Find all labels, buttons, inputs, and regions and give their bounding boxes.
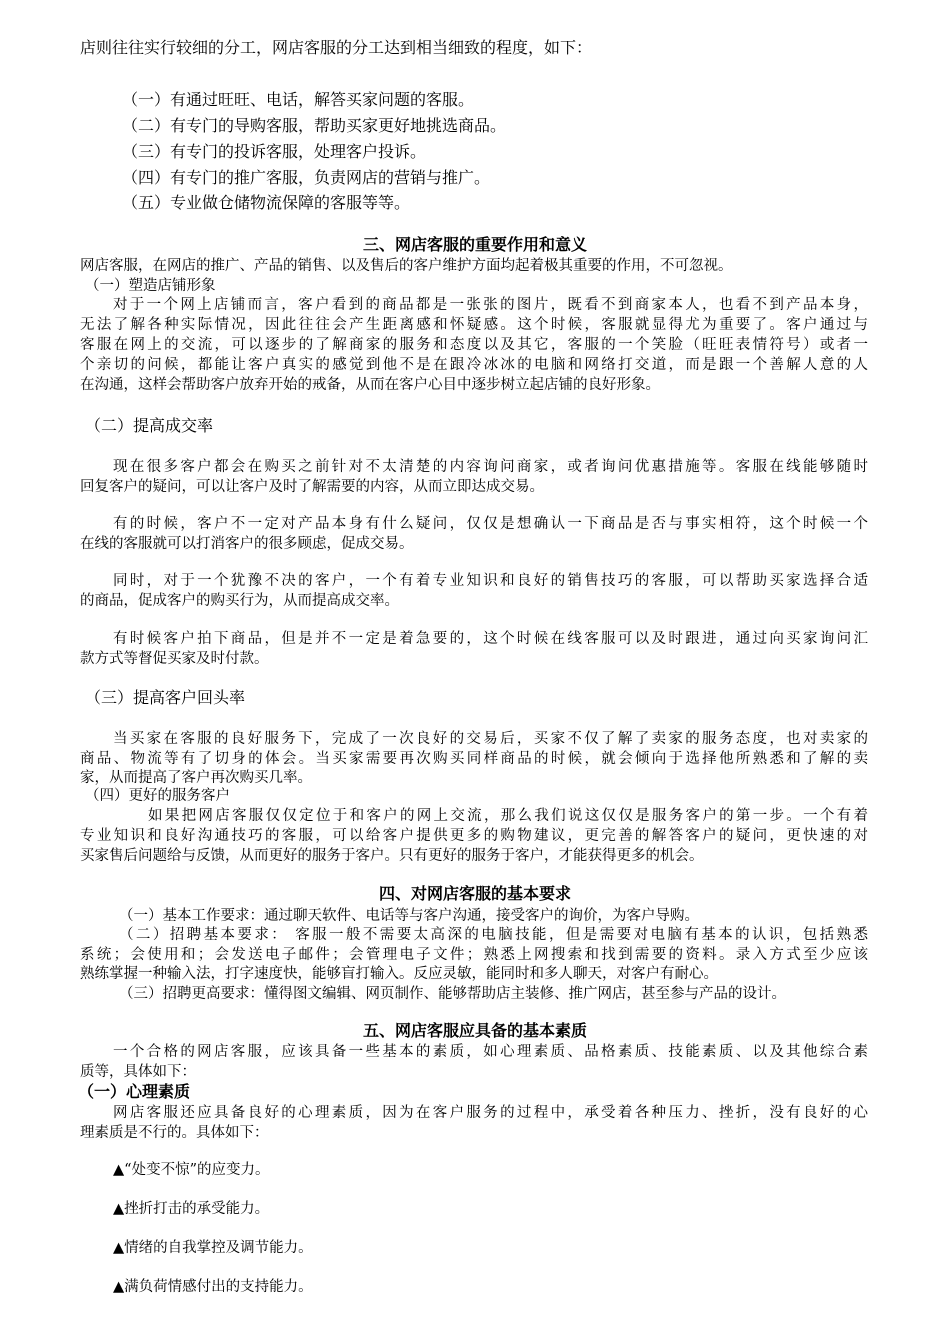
bullet-item: ▲挫折打击的承受能力。	[113, 1201, 270, 1217]
paragraph-line: 有时候客户拍下商品，但是并不一定是着急要的，这个时候在线客服可以及时跟进，通过向买家询问汇	[113, 631, 868, 647]
paragraph-line: 款方式等督促买家及时付款。	[80, 651, 269, 667]
paragraph-line: 在沟通，这样会帮助客户放弃开始的戒备，从而在客户心目中逐步树立起店铺的良好形象。	[80, 377, 660, 393]
paragraph-line: 如果把网店客服仅仅定位于和客户的网上交流，那么我们说这仅仅是服务客户的第一步。一个有着	[148, 808, 868, 824]
paragraph-line: 商品、物流等有了切身的体会。当买家需要再次购买同样商品的时候，就会倾向于选择他所熟悉和了解的卖	[80, 751, 868, 767]
paragraph-line: （一）基本工作要求：通过聊天软件、电话等与客户沟通，接受客户的询价，为客户导购。	[119, 908, 699, 924]
section-heading: 五、网店客服应具备的基本素质	[362, 1021, 587, 1040]
list-item: （三）有专门的投诉客服，处理客户投诉。	[122, 142, 427, 161]
paragraph-line: 个亲切的问候，都能让客户真实的感觉到他不是在跟冷冰冰的电脑和网络打交道，而是跟一个善解人意的人	[80, 357, 868, 373]
subsection-title: （一）心理素质	[78, 1082, 191, 1101]
section-heading: 三、网店客服的重要作用和意义	[362, 235, 587, 254]
bullet-item: ▲满负荷情感付出的支持能力。	[113, 1279, 313, 1295]
paragraph-line: （二）招聘基本要求： 客服一般不需要太高深的电脑技能，但是需要对电脑有基本的认识，包括熟悉	[119, 927, 868, 943]
paragraph-line: 买家售后问题给与反馈，从而更好的服务于客户。只有更好的服务于客户，才能获得更多的机会。	[80, 848, 704, 864]
paragraph-line: 客服在网上的交流，可以逐步的了解商家的服务和态度以及其它，客服的一个笑脸（旺旺表情符号）或者一	[80, 337, 868, 353]
paragraph-line: 熟练掌握一种输入法，打字速度快，能够盲打输入。反应灵敏，能同时和多人聊天，对客户有耐心。	[80, 966, 718, 982]
paragraph-line: 专业知识和良好沟通技巧的客服，可以给客户提供更多的购物建议，更完善的解答客户的疑问，更快速的对	[80, 828, 868, 844]
list-item: （五）专业做仓储物流保障的客服等等。	[122, 193, 411, 212]
subsection-title: （二）提高成交率	[85, 416, 214, 435]
subsection-title: （四）更好的服务客户	[85, 788, 230, 804]
paragraph-line: 当买家在客服的良好服务下，完成了一次良好的交易后，买家不仅了解了卖家的服务态度，也对卖家的	[113, 731, 868, 747]
intro-line: 店则往往实行较细的分工，网店客服的分工达到相当细致的程度，如下：	[80, 38, 593, 57]
paragraph-line: 理素质是不行的。具体如下：	[80, 1125, 269, 1141]
list-item: （四）有专门的推广客服，负责网店的营销与推广。	[122, 168, 491, 187]
subsection-title: （三）提高客户回头率	[85, 688, 246, 707]
paragraph-line: 一个合格的网店客服，应该具备一些基本的素质，如心理素质、品格素质、技能素质、以及其他综合素	[113, 1044, 868, 1060]
paragraph-line: 对于一个网上店铺而言，客户看到的商品都是一张张的图片，既看不到商家本人，也看不到产品本身，	[113, 297, 868, 313]
paragraph-line: 现在很多客户都会在购买之前针对不太清楚的内容询问商家，或者询问优惠措施等。客服在线能够随时	[113, 459, 868, 475]
paragraph-line: 的商品，促成客户的购买行为，从而提高成交率。	[80, 593, 399, 609]
bullet-item: ▲情绪的自我掌控及调节能力。	[113, 1240, 313, 1256]
paragraph-line: 系统；会使用和；会发送电子邮件；会管理电子文件；熟悉上网搜索和找到需要的资料。录入方式至少应该	[80, 947, 868, 963]
paragraph-line: 网店客服还应具备良好的心理素质，因为在客户服务的过程中，承受着各种压力、挫折，没有良好的心	[113, 1105, 868, 1121]
subsection-title: （一）塑造店铺形象	[85, 278, 216, 294]
paragraph-line: 质等，具体如下：	[80, 1064, 196, 1080]
paragraph-line: 在线的客服就可以打消客户的很多顾虑，促成交易。	[80, 536, 414, 552]
paragraph-line: 家，从而提高了客户再次购买几率。	[80, 770, 312, 786]
paragraph-line: 无法了解各种实际情况，因此往往会产生距离感和怀疑感。这个时候，客服就显得尤为重要了。客户通过与	[80, 317, 868, 333]
paragraph-line: （三）招聘更高要求：懂得图文编辑、网页制作、能够帮助店主装修、推广网店，甚至参与产品的设计。	[119, 986, 786, 1002]
list-item: （二）有专门的导购客服，帮助买家更好地挑选商品。	[122, 116, 507, 135]
bullet-item: ▲“处变不惊”的应变力。	[113, 1162, 270, 1178]
paragraph-line: 网店客服，在网店的推广、产品的销售、以及售后的客户维护方面均起着极其重要的作用，不可忽视。	[80, 258, 733, 274]
paragraph-line: 回复客户的疑问，可以让客户及时了解需要的内容，从而立即达成交易。	[80, 479, 544, 495]
list-item: （一）有通过旺旺、电话，解答买家问题的客服。	[122, 90, 475, 109]
paragraph-line: 同时，对于一个犹豫不决的客户，一个有着专业知识和良好的销售技巧的客服，可以帮助买家选择合适	[113, 573, 868, 589]
section-heading: 四、对网店客服的基本要求	[378, 884, 571, 903]
paragraph-line: 有的时候，客户不一定对产品本身有什么疑问，仅仅是想确认一下商品是否与事实相符，这个时候一个	[113, 516, 868, 532]
